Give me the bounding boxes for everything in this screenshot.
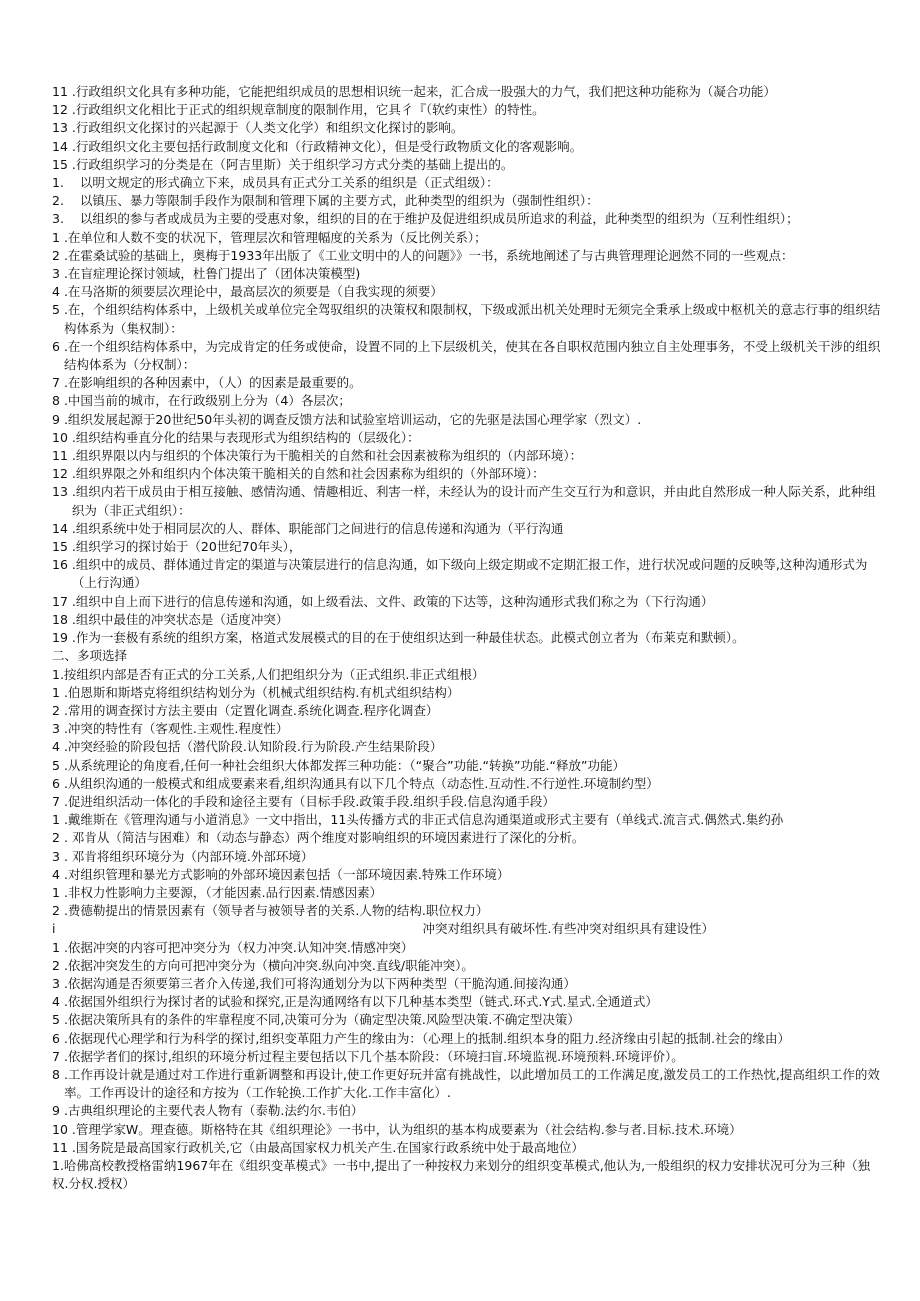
split-right-text: 冲突对组织具有破坏性.有些冲突对组织具有建设性） [422, 921, 714, 937]
item-number: 5 [52, 302, 64, 318]
list-item [52, 465, 884, 483]
list-item [52, 829, 884, 847]
list-item [52, 101, 884, 119]
item-number: 9 [52, 1103, 64, 1119]
list-item [52, 611, 884, 629]
item-text: .在影响组织的各种因素中，（人）的因素是最重要的。 [63, 375, 362, 391]
list-item [52, 210, 884, 228]
item-text: .从组织沟通的一般模式和组成要素来看,组织沟通具有以下几个特点（动态性.互动性.不行逆性.环境制约型） [63, 775, 659, 791]
item-text: 以明文规定的形式确立下来，成员具有正式分工关系的组织是（正式组级）： [79, 175, 499, 191]
list-item [52, 848, 884, 866]
item-text: .费德勒提出的情景因素有（领导者与被领导者的关系.人物的结构.职位权力） [63, 903, 489, 919]
item-text: .组织中的成员、群体通过肯定的渠道与决策层进行的信息沟通，如下级向上级定期或不定期汇报工作，进行状况或问题的反映等,这种沟通形式为（上行沟通） [71, 557, 868, 591]
item-text: .依据冲突发生的方向可把冲突分为（横向冲突.纵向冲突.直线/职能冲突）。 [63, 957, 474, 973]
item-text: .戴维斯在《管理沟通与小道消息》一文中指出，11头传播方式的非正式信息沟通渠道或形式主要有（单线式.流言式.偶然式.集约孙 [63, 812, 784, 828]
list-item [52, 520, 884, 538]
list-item [52, 265, 884, 283]
item-text: .在一个组织结构体系中，为完成肯定的任务或使命，设置不同的上下层级机关，使其在各自职权范围内独立自主处理事务，不受上级机关干涉的组织结构体系为（分权制）： [63, 338, 881, 373]
item-text: .冲突经验的阶段包括（潜代阶段.认知阶段.行为阶段.产生结果阶段） [63, 739, 443, 755]
item-text: .从系统理论的角度看,任何一种社会组织大体都发挥三种功能：（“聚合”功能.“转换”功能.“释放”功能） [63, 757, 625, 773]
section-heading [52, 647, 884, 665]
list-item [52, 247, 884, 265]
item-number: 17 [52, 593, 72, 609]
item-text: 1.按组织内部是否有正式的分工关系,人们把组织分为（正式组织.非正式组根） [52, 666, 485, 682]
list-item [52, 957, 884, 975]
item-number: 4 [52, 739, 64, 755]
item-number: 10 [52, 1121, 72, 1137]
item-text: .伯恩斯和斯塔克将组织结构划分为（机械式组织结构.有机式组织结构） [63, 684, 460, 700]
list-item [52, 593, 884, 611]
list-item [52, 975, 884, 993]
item-number: 11 [52, 448, 72, 464]
item-number: 11 [52, 84, 72, 99]
item-text: .常用的调查探讨方法主要由（定置化调查.系统化调查.程序化调查） [63, 702, 439, 718]
item-text: .行政组织文化探讨的兴起源于（人类文化学）和组织文化探讨的影响。 [71, 120, 464, 136]
item-text: .组织结构垂直分化的结果与表现形式为组织结构的（层级化）： [71, 429, 420, 445]
item-number: 16 [52, 557, 72, 573]
item-number: 8 [52, 393, 64, 409]
item-text: .组织学习的探讨始于（20世纪70年头）， [71, 539, 302, 555]
item-number: 2 [52, 830, 64, 846]
item-number: 1 [52, 812, 64, 828]
item-number: 6 [52, 775, 64, 791]
list-item [52, 866, 884, 884]
list-item [52, 902, 884, 920]
item-text: .促进组织活动一体化的手段和途径主要有（目标手段.政策手段.组织手段.信息沟通手段） [63, 793, 555, 809]
list-item [52, 338, 884, 374]
item-text: .组织系统中处于相同层次的人、群体、职能部门之间进行的信息传递和沟通为（平行沟通 [71, 520, 564, 536]
item-text: .国务院是最高国家行政机关,它（由最高国家权力机关产生.在国家行政系统中处于最高地位） [71, 1139, 584, 1155]
item-number: 3 [52, 721, 64, 737]
item-number: 13 [52, 484, 72, 500]
item-text: .组织内若干成员由于相互接触、感情沟通、情趣相近、利害一样，未经认为的设计而产生交互行为和意识，并由此自然形成一种人际关系，此种组织为（非正式组织）： [71, 484, 876, 518]
item-text: .组织界限之外和组织内个体决策干脆相关的自然和社会因素称为组织的（外部环境）： [71, 466, 545, 482]
list-item [52, 1121, 884, 1139]
item-text: 以镇压、暴力等限制手段作为限制和管理下属的主要方式，此种类型的组织为（强制性组织）： [79, 193, 599, 209]
item-text: .在单位和人数不变的状况下，管理层次和管理幅度的关系为（反比例关系）； [63, 229, 487, 245]
item-text: .依据冲突的内容可把冲突分为（权力冲突.认知冲突.情感冲突） [63, 939, 414, 955]
item-number: 8 [52, 1066, 64, 1082]
list-item [52, 429, 884, 447]
item-text: .行政组织文化具有多种功能，它能把组织成员的思想相识统一起来，汇合成一股强大的力气，我们把这种功能称为（凝合功能） [71, 84, 776, 99]
item-text: .依据沟通是否须要第三者介入传递,我们可将沟通划分为以下两种类型（干脆沟通.间接沟通） [63, 975, 576, 991]
list-item [52, 1157, 884, 1193]
list-item [52, 702, 884, 720]
item-text: .行政组织文化主要包括行政制度文化和（行政精神文化），但是受行政物质文化的客观影响。 [71, 138, 583, 154]
list-item [52, 684, 884, 702]
list-item [52, 138, 884, 156]
item-number: 18 [52, 611, 72, 627]
item-number: 3. [52, 211, 80, 227]
list-item [52, 1011, 884, 1029]
item-text: .组织界限以内与组织的个体决策行为干脆相关的自然和社会因素被称为组织的（内部环境）： [71, 448, 583, 464]
list-item [52, 757, 884, 775]
item-text: .中国当前的城市，在行政级别上分为（4）各层次； [63, 393, 351, 409]
item-number: 2 [52, 903, 64, 919]
item-text: .行政组织文化相比于正式的组织规章制度的限制作用，它具彳『（软约束性）的特性。 [71, 102, 545, 118]
item-text: .非权力性影响力主要源，（才能因素.品行因素.情感因素） [63, 884, 383, 900]
item-text: .作为一套极有系统的组织方案，格道式发展模式的目的在于使组织达到一种最佳状态。此模式创立者为（布莱克和默顿）。 [71, 630, 745, 646]
list-item [52, 1048, 884, 1066]
split-left-text: i [52, 921, 56, 937]
item-text: .在，个组织结构体系中，上级机关或单位完全驾驭组织的决策权和限制权，下级或派出机关处理时无须完全秉承上级或中枢机关的意志行事的组织结构体系为（集权制）： [63, 302, 881, 336]
item-number: 19 [52, 630, 72, 646]
item-number: 2 [52, 247, 64, 263]
item-number: 9 [52, 411, 64, 427]
item-number: 11 [52, 1139, 72, 1155]
list-item [52, 411, 884, 429]
item-number: 2 [52, 957, 64, 973]
item-text: .行政组织学习的分类是在（阿吉里斯）关于组织学习方式分类的基础上提出的。 [71, 156, 514, 172]
list-item [52, 192, 884, 210]
item-text: .对组织管理和暴光方式影响的外部环境因素包括（一部环境因素.特殊工作环境） [63, 866, 510, 882]
item-text: .冲突的特性有（客观性.主观性.程度性） [63, 721, 289, 737]
item-text: . 邓肯将组织环境分为（内部环境.外部环境） [63, 848, 314, 864]
document-body [52, 83, 884, 1193]
item-number: 5 [52, 757, 64, 773]
item-number: 7 [52, 1048, 64, 1064]
item-number: 4 [52, 994, 64, 1010]
section-heading-text: 二、多项选择 [52, 648, 128, 664]
item-text: . 邓肯从（简洁与困难）和（动态与静态）两个维度对影响组织的环境因素进行了深化的分析。 [63, 830, 585, 846]
list-item [52, 1030, 884, 1048]
list-item [52, 483, 884, 519]
split-line [52, 920, 884, 938]
list-item [52, 1102, 884, 1120]
item-number: 6 [52, 1030, 64, 1046]
list-item [52, 119, 884, 137]
list-item [52, 538, 884, 556]
item-number: 12 [52, 102, 72, 118]
item-text: .组织发展起源于20世纪50年头初的调查反馈方法和试验室培训运动，它的先驱是法国心理学家（烈文）. [63, 411, 642, 427]
item-number: 3 [52, 975, 64, 991]
item-number: 14 [52, 520, 72, 536]
item-number: 1 [52, 939, 64, 955]
item-number: 2. [52, 193, 80, 209]
item-number: 1 [52, 229, 64, 245]
item-number: 13 [52, 120, 72, 136]
list-item [52, 775, 884, 793]
item-number: 3 [52, 266, 64, 282]
item-number: 15 [52, 156, 72, 172]
item-number: 6 [52, 338, 64, 354]
item-text: .管理学家W。理查德。斯格特在其《组织理论》一书中，认为组织的基本构成要素为（社会结构.参与者.目标.技术.环境） [71, 1121, 742, 1137]
list-item [52, 301, 884, 337]
item-text: .依据决策所具有的条件的牢靠程度不同,决策可分为（确定型决策.风险型决策.不确定型决策） [63, 1012, 580, 1028]
item-number: 2 [52, 702, 64, 718]
item-number: 4 [52, 284, 64, 300]
item-number: 3 [52, 848, 64, 864]
item-text: .在盲症理论探讨领域，杜鲁门提出了（团体决策模型) [63, 266, 361, 282]
item-text: .在霍桑试验的基础上，奥梅于1933年出版了《工业文明中的人的问题》》一书，系统地阐述了与古典管理理论迥然不同的一些观点： [63, 247, 794, 263]
list-item [52, 720, 884, 738]
item-number: 1 [52, 884, 64, 900]
list-item [52, 229, 884, 247]
list-item [52, 629, 884, 647]
item-text: .依据现代心理学和行为科学的探讨,组织变革阻力产生的缘由为：（心理上的抵制.组织本身的阻力.经济缘由引起的抵制.社会的缘由） [63, 1030, 791, 1046]
item-number: 7 [52, 375, 64, 391]
list-item [52, 993, 884, 1011]
item-number: 10 [52, 429, 72, 445]
item-number: 14 [52, 138, 72, 154]
item-text: .依据学者们的探讨,组织的环境分析过程主要包括以下几个基本阶段：（环境扫盲.环境监视.环境预料.环境评价）。 [63, 1048, 684, 1064]
item-number: 7 [52, 793, 64, 809]
list-item [52, 666, 884, 684]
list-item [52, 174, 884, 192]
item-text: 1.哈佛高校教授格雷纳1967年在《组织变革模式》一书中,提出了一种按权力来划分的组织变革模式,他认为,一般组织的权力安排状况可分为三种（独权.分权.授权） [52, 1157, 871, 1192]
list-item [52, 283, 884, 301]
item-text: .工作再设计就是通过对工作进行重新调整和再设计,使工作更好玩并富有挑战性，以此增加员工的工作满足度,激发员工的工作热忱,提高组织工作的效率。工作再设计的途径和方按为（工作轮换.工作扩大化.工作丰富化）. [63, 1066, 880, 1101]
item-number: 1 [52, 684, 64, 700]
list-item [52, 738, 884, 756]
item-text: .在马洛斯的须要层次理论中，最高层次的须要是（自我实现的须要） [63, 284, 443, 300]
item-text: .古典组织理论的主要代表人物有（泰勒.法约尔.韦伯） [63, 1103, 364, 1119]
list-item [52, 392, 884, 410]
list-item [52, 556, 884, 592]
item-number: 5 [52, 1012, 64, 1028]
list-item [52, 793, 884, 811]
list-item [52, 156, 884, 174]
item-number: 12 [52, 466, 72, 482]
item-number: 4 [52, 866, 64, 882]
item-number: 1. [52, 175, 80, 191]
item-number: 15 [52, 539, 72, 555]
item-text: .组织中自上而下进行的信息传递和沟通，如上级看法、文件、政策的下达等，这种沟通形式我们称之为（下行沟通） [71, 593, 714, 609]
list-item [52, 884, 884, 902]
item-text: .组织中最佳的冲突状态是（适度冲突） [71, 611, 289, 627]
item-text: .依据国外组织行为探讨者的试验和探究,正是沟通网络有以下几种基本类型（链式.环式.Y式.星式.全通道式） [63, 994, 658, 1010]
list-item [52, 939, 884, 957]
item-text: 以组织的参与者或成员为主要的受惠对象，组织的目的在于维护及促进组织成员所追求的利益，此种类型的组织为（互利性组织）； [79, 211, 799, 227]
list-item [52, 447, 884, 465]
list-item [52, 83, 884, 101]
list-item [52, 1066, 884, 1102]
list-item [52, 1139, 884, 1157]
list-item [52, 374, 884, 392]
list-item [52, 811, 884, 829]
